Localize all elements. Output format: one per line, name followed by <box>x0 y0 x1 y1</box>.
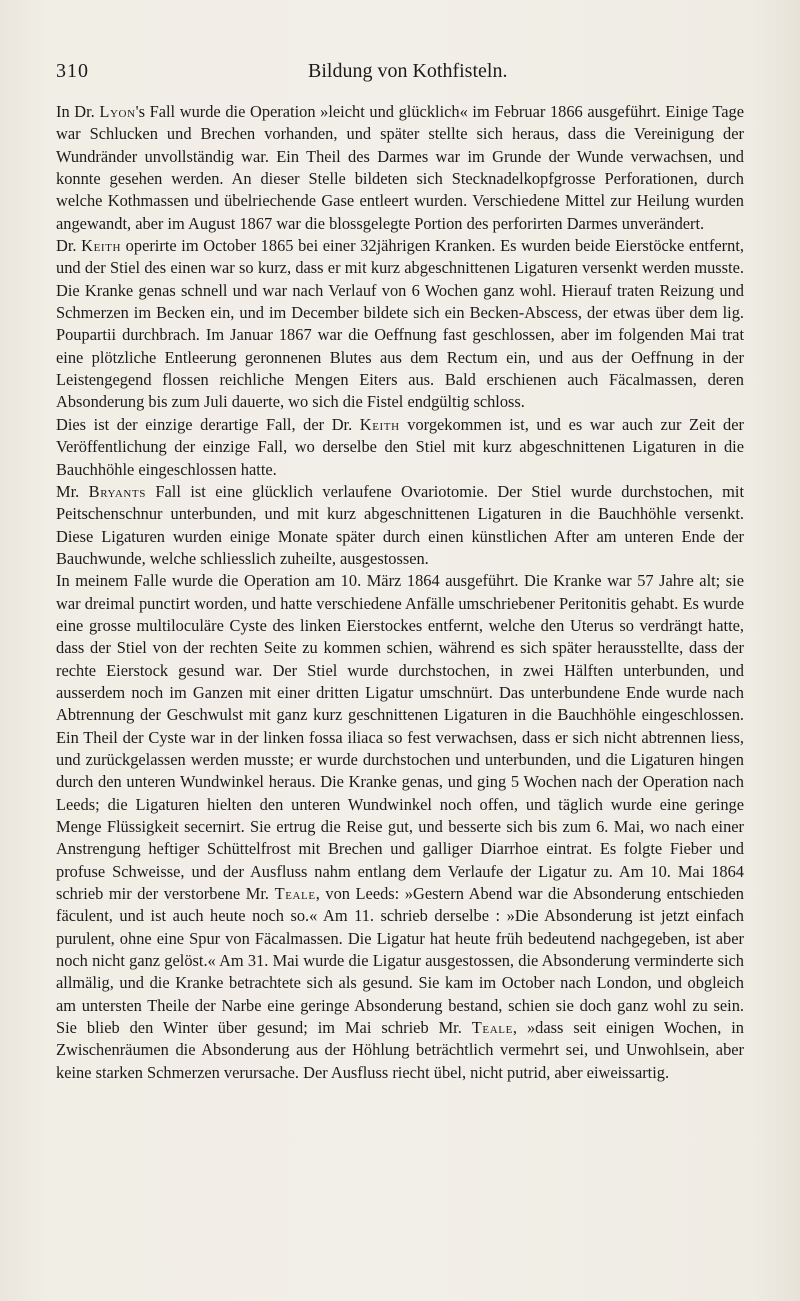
author-name: Teale <box>471 1018 513 1038</box>
author-name: Teale <box>274 884 316 904</box>
paragraph: Dr. Keith operirte im October 1865 bei einer 32jährigen Kranken. Es wurden beide Eierstöcke entfernt, und der Stiel des einen war so kurz, dass er mit kurz abgeschnittenen Ligaturen versenkt werden musste. Die Kranke genas schnell und war nach Verlauf von 6 Wochen ganz wohl. Hierauf traten Reizung und Schmerzen im Becken ein, und im December bildete sich ein Becken-Abscess, der etwas über dem lig. Poupartii durchbrach. Im Januar 1867 war die Oeffnung fast geschlossen, aber im folgenden Mai trat eine plötzliche Entleerung geronnenen Blutes aus dem Rectum ein, und aus der Oeffnung in der Leistengegend flossen reichliche Mengen Eiters aus. Bald erschienen auch Fäcalmassen, deren Absonderung bis zum Juli dauerte, wo sich die Fistel endgültig schloss. <box>56 236 744 412</box>
author-name: Keith <box>359 414 400 434</box>
paragraph: Dies ist der einzige derartige Fall, der Dr. Keith vorgekommen ist, und es war auch zur Zeit der Veröffentlichung der einzige Fall, wo derselbe den Stiel mit kurz abgeschnittenen Ligaturen in die Bauchhöhle eingeschlossen hatte. <box>56 414 744 479</box>
page-header <box>56 60 744 90</box>
author-name: Lyon <box>99 102 136 121</box>
author-name: Keith <box>81 236 122 256</box>
page-number: 310 <box>56 60 89 82</box>
running-head: Bildung von Kothfisteln. <box>308 60 508 82</box>
body-text <box>56 101 744 1084</box>
paragraph: Mr. Bryants Fall ist eine glücklich verlaufene Ovariotomie. Der Stiel wurde durchstochen, mit Peitschenschnur unterbunden, und mit kurz abgeschnittenen Ligaturen in die Bauchhöhle versenkt. Diese Ligaturen wurden einige Monate später durch einen künstlichen After am unteren Ende der Bauchwunde, welche schliesslich zuheilte, ausgestossen. <box>56 481 744 568</box>
paragraph: In Dr. Lyon's Fall wurde die Operation »leicht und glücklich« im Februar 1866 ausgeführt. Einige Tage war Schlucken und Brechen vorhanden, und später stellte sich heraus, dass die Vereinigung der Wundränder unvollständig war. Ein Theil des Darmes war im Grunde der Wunde verwachsen, und konnte gesehen werden. An dieser Stelle bildeten sich Stecknadelkopfgrosse Perforationen, durch welche Kothmassen und übelriechende Gase entleert wurden. Verschiedene Mittel zur Heilung wurden angewandt, aber im August 1867 war die blossgelegte Portion des perforirten Darmes unverändert. <box>56 102 744 233</box>
paragraph: In meinem Falle wurde die Operation am 10. März 1864 ausgeführt. Die Kranke war 57 Jahre alt; sie war dreimal punctirt worden, und hatte verschiedene Anfälle umschriebener Peritonitis gehabt. Es wurde eine grosse multiloculäre Cyste des linken Eierstockes entfernt, welche den Uterus so verdrängt hatte, dass der Stiel von der rechten Seite zu kommen schien, während es sich später herausstellte, dass der rechte Eierstock gesund war. Der Stiel wurde durchstochen, in zwei Hälften unterbunden, und ausserdem noch im Ganzen mit einer dritten Ligatur umschnürt. Das unterbundene Ende wurde nach Abtrennung der Geschwulst mit ganz kurz geschnittenen Ligaturen in die Bauchhöhle eingeschlossen. Ein Theil der Cyste war in der linken fossa iliaca so fest verwachsen, dass er sich nicht abtrennen liess, und zurückgelassen werden musste; er wurde durchstochen und unterbunden, und die Ligaturen hingen durch den unteren Wundwinkel heraus. Die Kranke genas, und ging 5 Wochen nach der Operation nach Leeds; die Ligaturen hielten den unteren Wundwinkel noch offen, und täglich wurde eine geringe Menge Flüssigkeit secernirt. Sie ertrug die Reise gut, und besserte sich bis zum 6. Mai, wo nach einer Anstrengung heftiger Schüttelfrost mit Brechen und galliger Diarrhoe eintrat. Es folgte Fieber und profuse Schweisse, und der Ausfluss nahm entlang dem Verlaufe der Ligatur zu. Am 10. Mai 1864 schrieb mir der verstorbene Mr. Teale, von Leeds: »Gestern Abend war die Absonderung entschieden fäculent, und ist auch heute noch so.« Am 11. schrieb derselbe : »Die Absonderung ist jetzt einfach purulent, ohne eine Spur von Fäcalmassen. Die Ligatur hat heute früh bedeutend nachgegeben, ist aber noch nicht ganz gelöst.« Am 31. Mai wurde die Ligatur ausgestossen, die Absonderung verminderte sich allmälig, und die Kranke betrachtete sich als gesund. Sie kam im October nach London, und obgleich am untersten Theile der Narbe eine geringe Absonderung bestand, schien sie doch ganz wohl zu sein. Sie blieb den Winter über gesund; im Mai schrieb Mr. Teale, »dass seit einigen Wochen, in Zwischenräumen die Absonderung aus der Höhlung beträchtlich vermehrt sei, und Unwohlsein, aber keine starken Schmerzen verursache. Der Ausfluss riecht übel, nicht putrid, aber eiweissartig. <box>56 571 745 1082</box>
author-name: Bryants <box>88 481 146 501</box>
